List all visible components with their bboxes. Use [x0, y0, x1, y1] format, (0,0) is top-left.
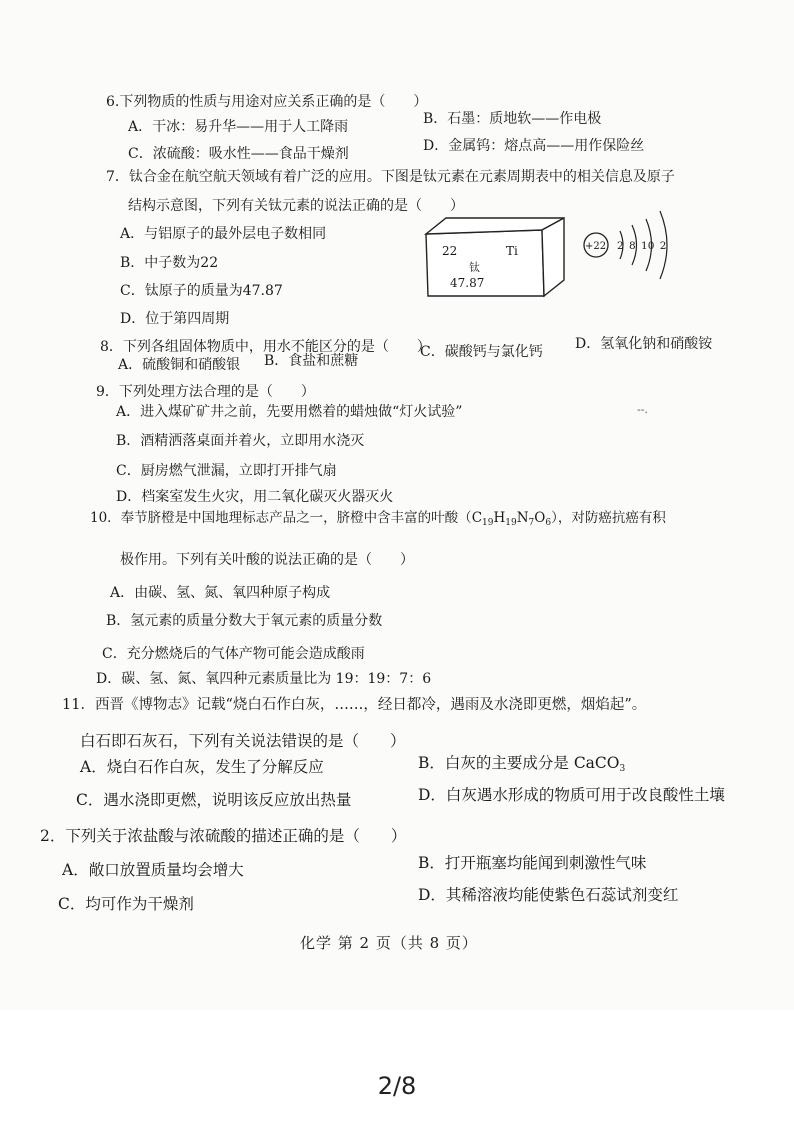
q9-option-b: B．酒精洒落桌面并着火，立即用水浇灭: [116, 433, 365, 449]
formula-o: O: [534, 510, 546, 526]
element-atomic-number: 22: [442, 244, 458, 258]
q9-option-d: D．档案室发生火灾，用二氧化碳灭火器灭火: [116, 489, 394, 505]
q11-stem-line1: 11．西晋《博物志》记载“烧白石作白灰，……，经日都冷，遇雨及水浇即更燃，烟焰起”。: [62, 697, 647, 713]
periodic-table-cell-titanium: [424, 216, 566, 298]
q10-stem-line1: [90, 509, 666, 527]
q8-option-b: B．食盐和蔗糖: [264, 353, 359, 369]
formula-h: H: [493, 510, 506, 526]
q8-option-d: D．氢氧化钠和硝酸铵: [575, 336, 713, 352]
element-mass: 47.87: [450, 276, 485, 290]
q10-stem-post: ），对防癌抗癌有积: [551, 510, 666, 526]
q10-stem-line2: 极作用。下列有关叶酸的说法正确的是（ ）: [120, 552, 414, 568]
q10-stem-pre: 10．奉节脐橙是中国地理标志产品之一，脐橙中含丰富的叶酸（: [90, 510, 472, 526]
q8-option-c: C．碳酸钙与氯化钙: [420, 344, 543, 360]
q9-stem: 9．下列处理方法合理的是（ ）: [96, 384, 315, 400]
electron-shell-counts: 2 8 10 2: [617, 240, 667, 252]
q6-option-b: B．石墨：质地软——作电极: [423, 111, 602, 127]
formula-o-sub: 6: [545, 518, 552, 528]
q6-option-c: C．浓硫酸：吸水性——食品干燥剂: [128, 146, 349, 162]
formula-n-sub: 7: [528, 518, 535, 528]
q6-option-a: A．干冰：易升华——用于人工降雨: [128, 119, 349, 135]
formula-h-sub: 19: [505, 518, 517, 528]
q10-option-a: A．由碳、氢、氮、氧四种原子构成: [110, 585, 331, 601]
q7-stem-line2: 结构示意图，下列有关钛元素的说法正确的是（ ）: [128, 198, 464, 214]
q11-option-c: C．遇水浇即更燃，说明该反应放出热量: [76, 791, 352, 809]
element-symbol: Ti: [506, 244, 518, 258]
q9-option-a: A．进入煤矿矿井之前，先要用燃着的蜡烛做“灯火试验”: [116, 404, 463, 420]
q12-option-a: A．敞口放置质量均会增大: [62, 861, 244, 879]
element-name: 钛: [469, 261, 480, 274]
q12-stem: 2．下列关于浓盐酸与浓硫酸的描述正确的是（ ）: [40, 827, 407, 845]
page-indicator: 2/8: [377, 1072, 417, 1100]
q11-option-b-subscript: 3: [619, 764, 626, 774]
q9-option-c: C．厨房燃气泄漏，立即打开排气扇: [116, 463, 337, 479]
q8-option-a: A．硫酸铜和硝酸银: [118, 357, 241, 373]
q12-option-b: B．打开瓶塞均能闻到刺激性气味: [418, 854, 647, 872]
formula-c: C: [471, 510, 483, 526]
q6-option-d: D．金属钨：熔点高——用作保险丝: [423, 138, 645, 154]
stray-mark: --.: [637, 403, 648, 416]
q7-option-d: D．位于第四周期: [120, 311, 230, 327]
nucleus-charge: +22: [585, 241, 607, 252]
q6-stem: 6.下列物质的性质与用途对应关系正确的是（ ）: [106, 94, 428, 110]
q11-option-b: [418, 753, 625, 773]
q10-option-d: D．碳、氢、氮、氧四种元素质量比为 19：19：7：6: [96, 671, 432, 687]
q7-option-a: A．与铝原子的最外层电子数相同: [120, 226, 327, 242]
formula-c-sub: 19: [482, 518, 494, 528]
q11-option-a: A．烧白石作白灰，发生了分解反应: [80, 758, 324, 776]
atomic-structure-diagram: [580, 205, 680, 285]
q10-option-b: B．氢元素的质量分数大于氧元素的质量分数: [106, 613, 383, 629]
q12-option-d: D．其稀溶液均能使紫色石蕊试剂变红: [418, 886, 679, 904]
q11-option-d: D．白灰遇水形成的物质可用于改良酸性土壤: [418, 786, 725, 804]
folic-acid-formula: [472, 510, 551, 526]
formula-n: N: [516, 510, 529, 526]
q8-stem: 8．下列各组固体物质中，用水不能区分的是（ ）: [100, 339, 431, 355]
q7-stem-line1: 7．钛合金在航空航天领域有着广泛的应用。下图是钛元素在元素周期表中的相关信息及原子: [106, 169, 675, 185]
q12-option-c: C．均可作为干燥剂: [58, 895, 194, 913]
page-footer: 化学 第 2 页（共 8 页）: [300, 934, 478, 952]
q7-option-c: C．钛原子的质量为47.87: [120, 283, 283, 299]
q11-option-b-text: B．白灰的主要成分是 CaCO: [418, 754, 620, 772]
q7-option-b: B．中子数为22: [120, 255, 219, 271]
q10-option-c: C．充分燃烧后的气体产物可能会造成酸雨: [102, 646, 365, 662]
q11-stem-line2: 白石即石灰石，下列有关说法错误的是（ ）: [80, 732, 406, 750]
